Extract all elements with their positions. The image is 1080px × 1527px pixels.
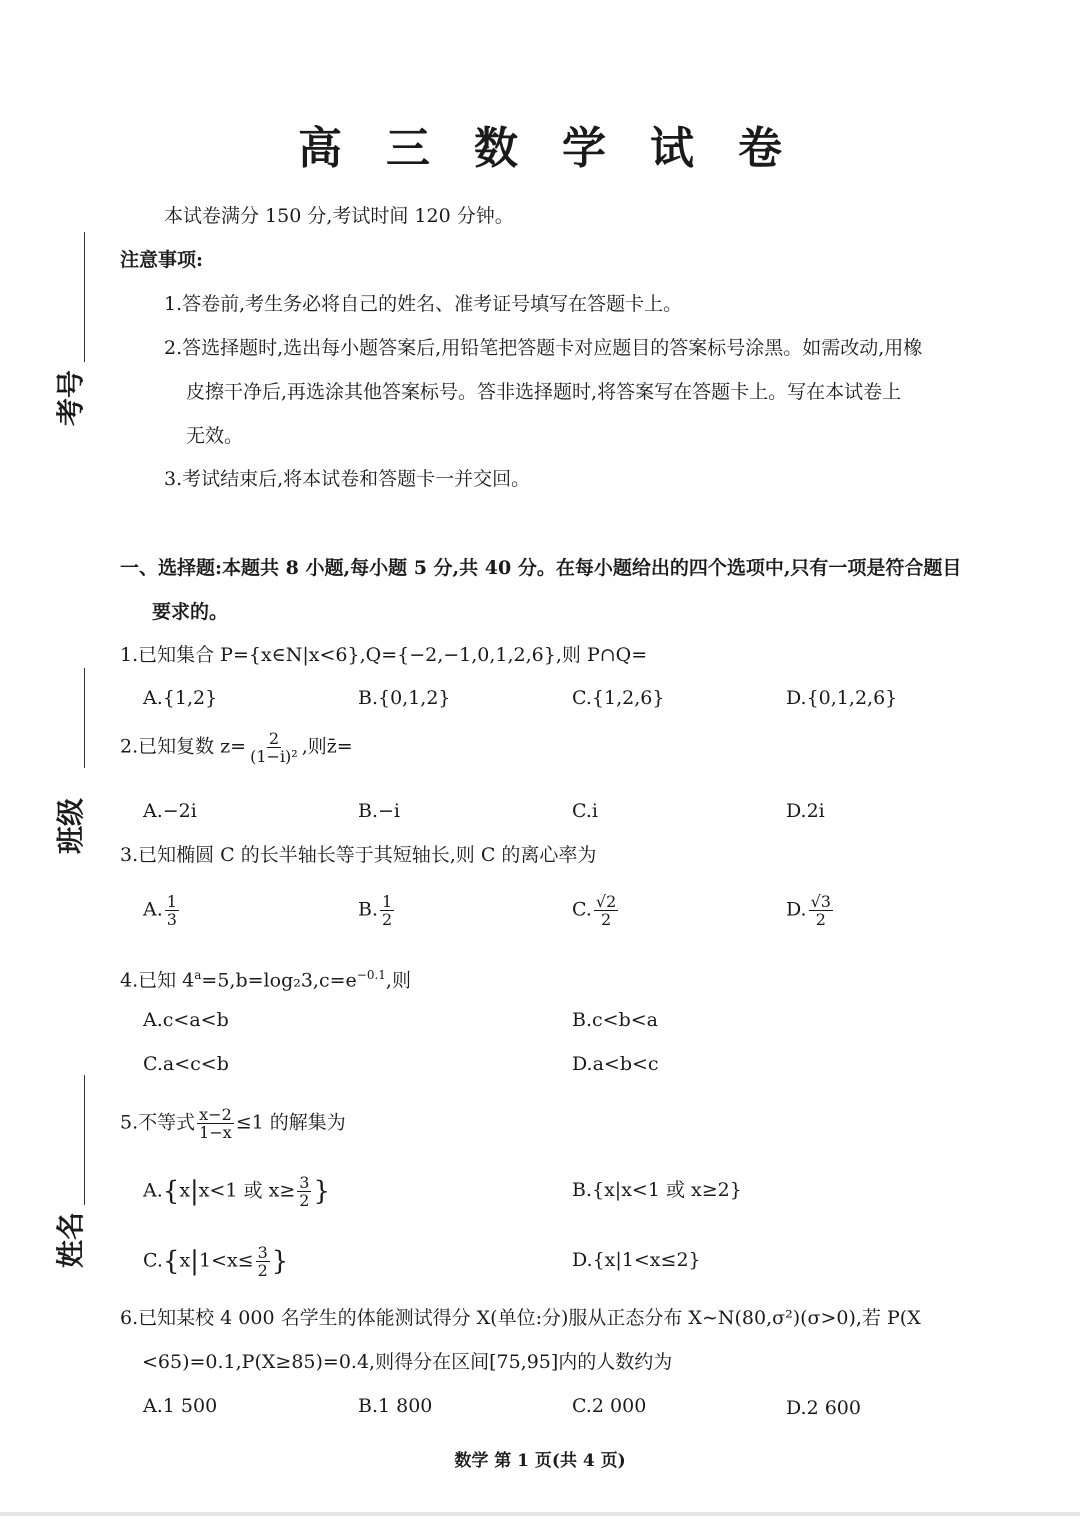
q5-c-num: 3 bbox=[257, 1243, 268, 1262]
q4-option-c: C.a<c<b bbox=[143, 1053, 229, 1075]
q5-c-letter: C. bbox=[143, 1249, 163, 1272]
q5-option-b: B.{x|x<1 或 x≥2} bbox=[572, 1179, 742, 1201]
q5-a-num: 3 bbox=[299, 1173, 310, 1192]
q4-mid: =5,b=log₂3,c=e bbox=[201, 969, 357, 992]
exam-no-label: 考号 bbox=[54, 370, 87, 427]
class-line bbox=[84, 668, 85, 768]
q3-d-den: 2 bbox=[815, 910, 826, 929]
q5-option-c bbox=[143, 1244, 288, 1279]
q3-a-letter: A. bbox=[143, 898, 163, 921]
q5-num: x−2 bbox=[199, 1105, 232, 1124]
notice-item: 2.答选择题时,选出每小题答案后,用铅笔把答题卡对应题目的答案标号涂黑。如需改动,用橡 bbox=[164, 337, 923, 359]
class-label: 班级 bbox=[54, 798, 87, 855]
q3-a-num: 1 bbox=[166, 892, 177, 911]
notice-item: 1.答卷前,考生务必将自己的姓名、准考证号填写在答题卡上。 bbox=[164, 293, 683, 315]
title-char: 数 bbox=[474, 123, 518, 174]
q3-d-frac bbox=[809, 893, 833, 928]
name-line bbox=[84, 1075, 85, 1205]
q1-option-d: D.{0,1,2,6} bbox=[786, 687, 898, 709]
q5-a-letter: A. bbox=[143, 1179, 163, 1202]
q5-den: 1−x bbox=[199, 1123, 232, 1142]
q3-d-letter: D. bbox=[786, 898, 807, 921]
question-3: 3.已知椭圆 C 的长半轴长等于其短轴长,则 C 的离心率为 bbox=[120, 844, 597, 866]
q3-b-den: 2 bbox=[382, 910, 393, 929]
q4-option-a: A.c<a<b bbox=[143, 1009, 229, 1031]
question-5 bbox=[120, 1106, 346, 1141]
q6-option-d: D.2 600 bbox=[786, 1397, 861, 1419]
q5-c-den: 2 bbox=[257, 1261, 268, 1280]
q5-a-var: x bbox=[179, 1179, 191, 1202]
q2-num: 2 bbox=[268, 729, 279, 748]
q2-den: (1−i)² bbox=[250, 747, 298, 766]
q5-pre: 5.不等式 bbox=[120, 1111, 196, 1134]
intro-text: 本试卷满分 150 分,考试时间 120 分钟。 bbox=[164, 205, 514, 227]
q5-post: ≤1 的解集为 bbox=[235, 1111, 346, 1134]
q2-option-d: D.2i bbox=[786, 800, 825, 822]
q2-post: ,则z̄= bbox=[301, 735, 353, 758]
q3-option-d bbox=[786, 893, 835, 928]
brace-open: { bbox=[162, 1246, 180, 1277]
notice-item: 皮擦干净后,再选涂其他答案标号。答非选择题时,将答案写在答题卡上。写在本试卷上 bbox=[186, 381, 902, 403]
section-heading: 一、选择题:本题共 8 小题,每小题 5 分,共 40 分。在每小题给出的四个选项中,只有一项是符合题目 bbox=[120, 557, 962, 579]
q6-option-a: A.1 500 bbox=[143, 1395, 218, 1417]
q3-c-num: √2 bbox=[595, 892, 617, 911]
q5-a-frac bbox=[297, 1174, 311, 1209]
q4-option-b: B.c<b<a bbox=[572, 1009, 658, 1031]
name-label: 姓名 bbox=[54, 1212, 87, 1269]
q3-option-c bbox=[572, 893, 620, 928]
question-2 bbox=[120, 730, 353, 765]
q1-option-c: C.{1,2,6} bbox=[572, 687, 665, 709]
bottom-strip bbox=[0, 1512, 1080, 1516]
q4-post: ,则 bbox=[385, 969, 411, 992]
q3-c-frac bbox=[594, 893, 618, 928]
q5-a-cond: x<1 或 x≥ bbox=[198, 1179, 296, 1202]
q3-c-letter: C. bbox=[572, 898, 592, 921]
brace-close: } bbox=[271, 1246, 289, 1277]
q2-option-b: B.−i bbox=[358, 800, 400, 822]
title-char: 学 bbox=[562, 123, 606, 174]
q5-a-den: 2 bbox=[299, 1191, 310, 1210]
q3-d-num: √3 bbox=[810, 892, 831, 911]
q3-c-den: 2 bbox=[601, 910, 612, 929]
q3-a-den: 3 bbox=[166, 910, 177, 929]
page-title bbox=[0, 112, 1080, 176]
q3-a-frac bbox=[165, 893, 179, 928]
q4-sup-exp: −0.1 bbox=[356, 968, 386, 982]
q5-c-frac bbox=[256, 1244, 270, 1279]
title-char: 卷 bbox=[738, 123, 782, 174]
q1-option-b: B.{0,1,2} bbox=[358, 687, 451, 709]
question-1: 1.已知集合 P={x∈N|x<6},Q={−2,−1,0,1,2,6},则 P∩Q= bbox=[120, 644, 648, 666]
set-bar: | bbox=[190, 1176, 199, 1207]
q2-pre: 2.已知复数 z= bbox=[120, 735, 247, 758]
notice-heading: 注意事项: bbox=[120, 249, 204, 271]
q3-b-frac bbox=[380, 893, 394, 928]
q4-pre: 4.已知 4 bbox=[120, 969, 195, 992]
q3-option-a bbox=[143, 893, 181, 928]
q5-c-cond: 1<x≤ bbox=[198, 1249, 254, 1272]
brace-open: { bbox=[162, 1176, 180, 1207]
brace-close: } bbox=[313, 1176, 330, 1207]
section-heading-cont: 要求的。 bbox=[152, 601, 229, 623]
q6-option-c: C.2 000 bbox=[572, 1395, 647, 1417]
q5-fraction bbox=[197, 1106, 234, 1141]
set-bar: | bbox=[190, 1246, 199, 1277]
q5-option-a bbox=[143, 1174, 330, 1209]
exam-no-line bbox=[84, 232, 85, 362]
q4-sup-a: a bbox=[194, 968, 202, 982]
q3-b-num: 1 bbox=[382, 892, 393, 911]
notice-item: 3.考试结束后,将本试卷和答题卡一并交回。 bbox=[164, 468, 531, 490]
q6-option-b: B.1 800 bbox=[358, 1395, 433, 1417]
q5-option-d: D.{x|1<x≤2} bbox=[572, 1249, 701, 1271]
q5-c-var: x bbox=[179, 1249, 191, 1272]
title-char: 三 bbox=[386, 123, 430, 174]
q2-fraction bbox=[248, 730, 300, 765]
question-6-cont: <65)=0.1,P(X≥85)=0.4,则得分在区间[75,95]内的人数约为 bbox=[142, 1351, 673, 1373]
q3-b-letter: B. bbox=[358, 898, 379, 921]
q4-option-d: D.a<b<c bbox=[572, 1053, 659, 1075]
notice-item: 无效。 bbox=[186, 425, 244, 447]
q1-option-a: A.{1,2} bbox=[143, 687, 218, 709]
q2-option-a: A.−2i bbox=[143, 800, 197, 822]
question-4 bbox=[120, 963, 411, 992]
q2-option-c: C.i bbox=[572, 800, 598, 822]
title-char: 试 bbox=[650, 123, 694, 174]
q3-option-b bbox=[358, 893, 396, 928]
title-char: 高 bbox=[298, 123, 342, 174]
question-6: 6.已知某校 4 000 名学生的体能测试得分 X(单位:分)服从正态分布 X∼N(80,σ²)(σ>0),若 P(X bbox=[120, 1307, 921, 1329]
page-footer: 数学 第 1 页(共 4 页) bbox=[454, 1451, 626, 1471]
